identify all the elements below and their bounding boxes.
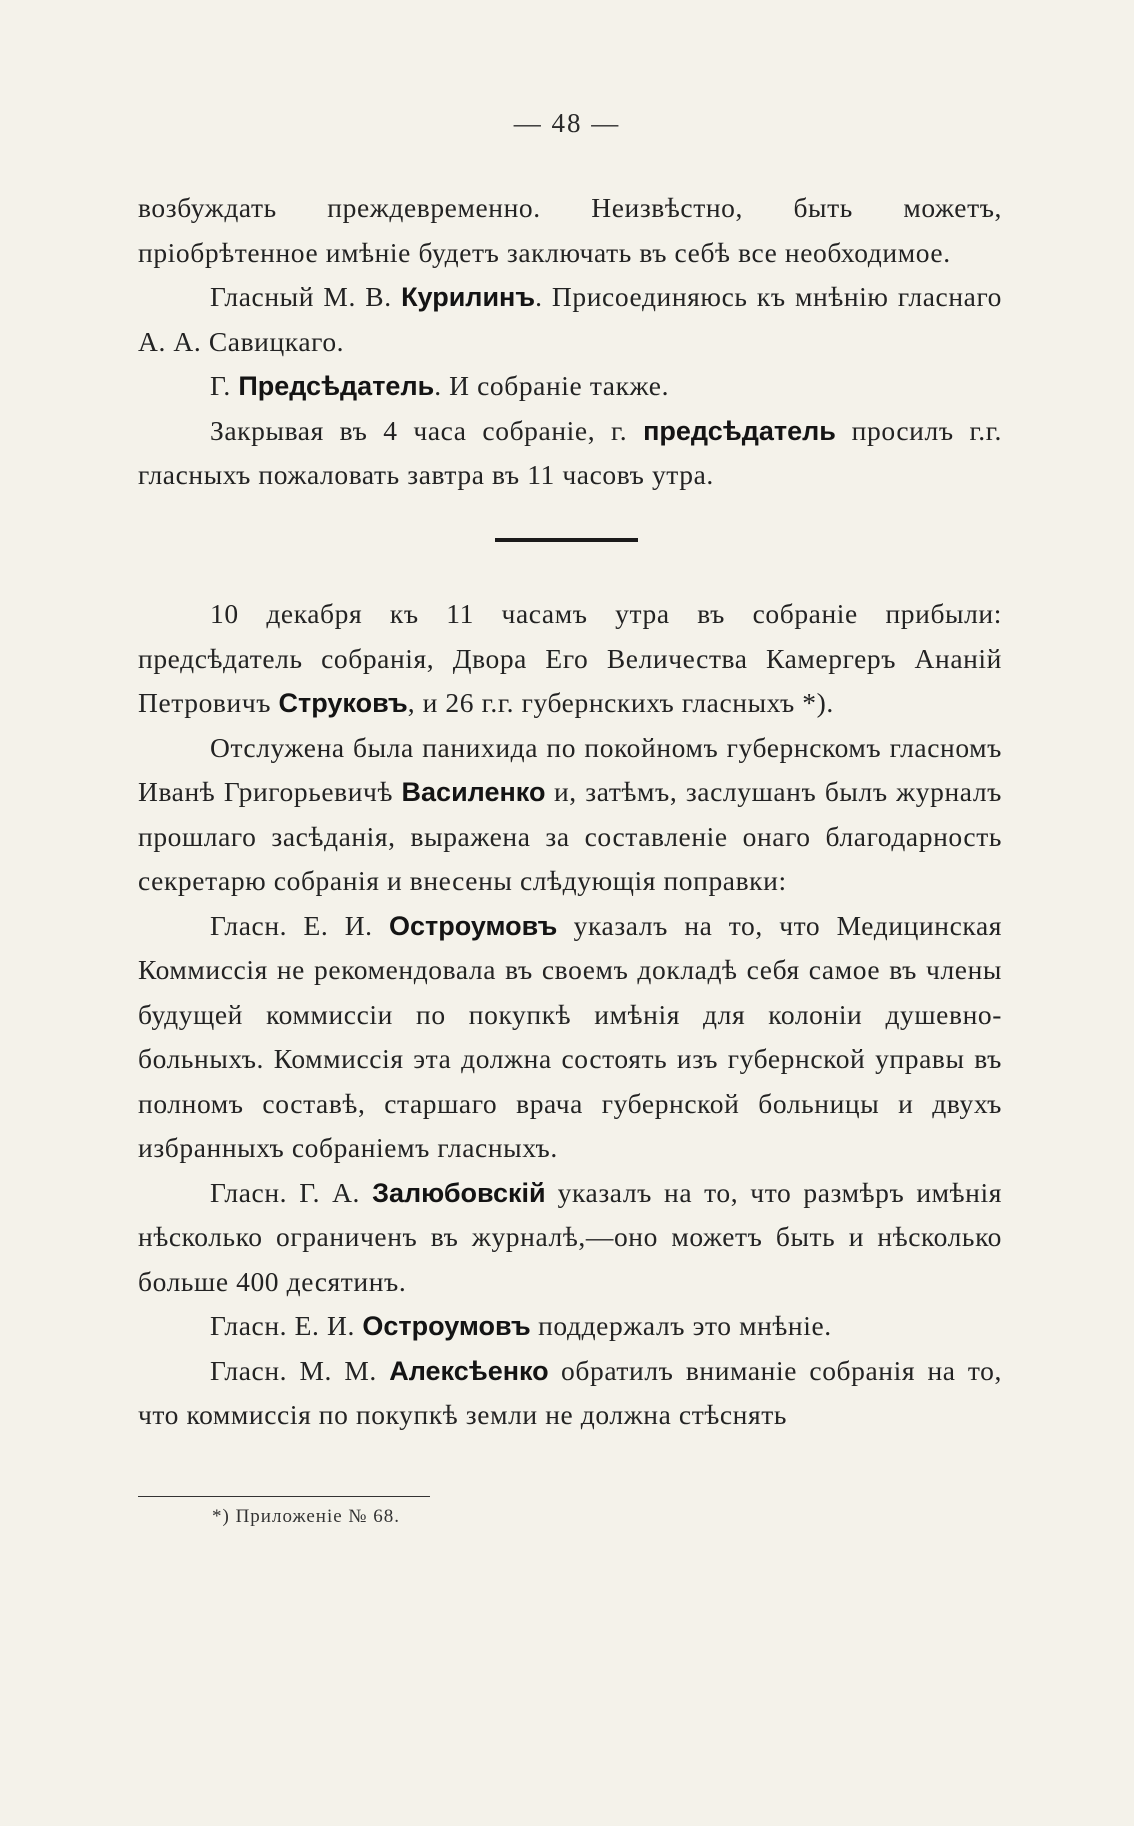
paragraph-continuation: возбуждать преждевременно. Неизвѣстно, быть можетъ, пріобрѣтенное имѣніе будетъ заключать въ себѣ все необходимое.	[138, 192, 1002, 268]
speaker-name: Струковъ	[278, 688, 408, 718]
speaker-name: Алексѣенко	[389, 1355, 549, 1386]
paragraph-alekseenko: Гласн. М. М. Алексѣенко обратилъ вниманіе собранія на то, что коммиссія по покупкѣ земли не должна стѣснять	[138, 1354, 1002, 1430]
footnote: *) Приложеніе № 68.	[212, 1506, 401, 1527]
speaker-name: Василенко	[401, 777, 546, 807]
paragraph-chairman: Г. Предсѣдатель. И собраніе также.	[210, 370, 670, 401]
paragraph-zalyubovsky: Гласн. Г. А. Залюбовскій указалъ на то, что размѣръ имѣнія нѣсколько ограниченъ въ журналѣ,—оно можетъ быть и нѣсколько больше 400 десятинъ.	[138, 1176, 1002, 1297]
paragraph-kurilin: Гласный М. В. Курилинъ. Присоединяюсь къ мнѣнію гласнаго А. А. Савицкаго.	[138, 281, 1002, 357]
paragraph-attendance: 10 декабря къ 11 часамъ утра въ собраніе прибыли: предсѣдатель собранія, Двора Его Величества Камергеръ Ананій Петровичъ Струковъ, и 26 г.г. губернскихъ гласныхъ *).	[138, 598, 1002, 718]
speaker-name: Предсѣдатель	[238, 371, 435, 401]
speaker-name: Залюбовскій	[372, 1177, 546, 1208]
paragraph-closing: Закрывая въ 4 часа собраніе, г. предсѣдатель просилъ г.г. гласныхъ пожаловать завтра въ 11 часовъ утра.	[138, 414, 1002, 490]
paragraph-ostroumov-1: Гласн. Е. И. Остроумовъ указалъ на то, что Медицинская Коммиссія не рекомендовала въ своемъ докладѣ себя самое въ члены будущей коммиссіи по покупкѣ имѣнія для колоніи душевно-больныхъ. Коммиссія эта должна состоять изъ губернской управы въ полномъ составѣ, старшаго врача губернской больницы и двухъ избранныхъ собраніемъ гласныхъ.	[138, 909, 1002, 1163]
paragraph-memorial: Отслужена была панихида по покойномъ губернскомъ гласномъ Иванѣ Григорьевичѣ Василенко и, затѣмъ, заслушанъ былъ журналъ прошлаго засѣданія, выражена за составленіе онаго благодарность секретарю собранія и внесены слѣдующія поправки:	[138, 731, 1002, 896]
speaker-name: Остроумовъ	[389, 910, 558, 941]
page-number: — 48 —	[513, 108, 621, 138]
paragraph-ostroumov-2: Гласн. Е. И. Остроумовъ поддержалъ это мнѣніе.	[210, 1310, 832, 1341]
section-separator	[495, 538, 638, 542]
meeting-closing-section	[138, 186, 1002, 498]
december-10-section	[138, 592, 1002, 1438]
footnote-rule	[138, 1496, 430, 1497]
speaker-name: Курилинъ	[401, 282, 536, 312]
speaker-name: предсѣдатель	[643, 415, 836, 446]
speaker-name: Остроумовъ	[362, 1311, 531, 1341]
